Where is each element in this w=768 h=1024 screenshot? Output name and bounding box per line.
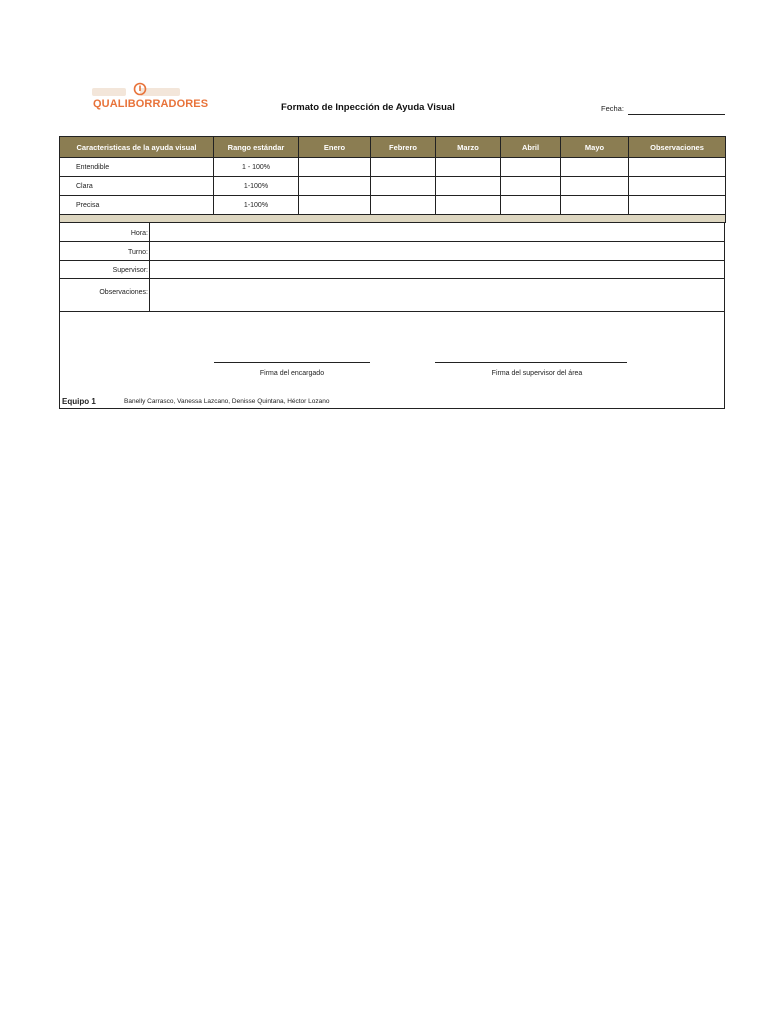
observaciones-row: [60, 279, 724, 312]
turno-row: [60, 242, 724, 261]
supervisor-row: [60, 261, 724, 279]
row-label: Precisa: [60, 196, 214, 215]
turno-field[interactable]: [149, 242, 724, 260]
hora-field[interactable]: [149, 223, 724, 241]
hora-row: [60, 223, 724, 242]
cell-marzo[interactable]: [436, 177, 501, 196]
supervisor-field[interactable]: [149, 261, 724, 278]
row-label: Clara: [60, 177, 214, 196]
signature-label-supervisor: Firma del supervisor del área: [491, 370, 583, 377]
cell-observaciones[interactable]: [629, 158, 726, 177]
signature-label-encargado: Firma del encargado: [259, 370, 325, 377]
team-members: Banelly Carrasco, Vanessa Lazcano, Denisse Quintana, Héctor Lozano: [124, 398, 330, 405]
cell-mayo[interactable]: [561, 196, 629, 215]
fecha-label: Fecha:: [601, 104, 624, 113]
row-range: 1 - 100%: [214, 158, 299, 177]
cell-mayo[interactable]: [561, 177, 629, 196]
cell-observaciones[interactable]: [629, 177, 726, 196]
separator-row: [60, 215, 726, 223]
cell-abril[interactable]: [501, 177, 561, 196]
cell-mayo[interactable]: [561, 158, 629, 177]
inspection-table: [59, 136, 726, 223]
cell-observaciones[interactable]: [629, 196, 726, 215]
table-header-row: [60, 137, 726, 158]
team-label: Equipo 1: [62, 397, 96, 406]
col-header-abril: Abril: [501, 137, 561, 158]
cell-marzo[interactable]: [436, 158, 501, 177]
info-section: [59, 223, 725, 409]
cell-abril[interactable]: [501, 196, 561, 215]
cell-febrero[interactable]: [371, 158, 436, 177]
col-header-mayo: Mayo: [561, 137, 629, 158]
separator-band: [60, 215, 726, 223]
col-header-range: Rango estándar: [214, 137, 299, 158]
row-range: 1-100%: [214, 177, 299, 196]
row-label: Entendible: [60, 158, 214, 177]
col-header-characteristics: Caracteristicas de la ayuda visual: [60, 137, 214, 158]
cell-enero[interactable]: [299, 158, 371, 177]
logo-icon: [133, 82, 147, 96]
cell-abril[interactable]: [501, 158, 561, 177]
observaciones-label: Observaciones:: [99, 289, 148, 296]
row-range: 1-100%: [214, 196, 299, 215]
cell-febrero[interactable]: [371, 177, 436, 196]
hora-label: Hora:: [130, 230, 148, 237]
cell-marzo[interactable]: [436, 196, 501, 215]
cell-enero[interactable]: [299, 196, 371, 215]
col-header-enero: Enero: [299, 137, 371, 158]
cell-febrero[interactable]: [371, 196, 436, 215]
signature-line-supervisor[interactable]: [435, 362, 627, 363]
col-header-febrero: Febrero: [371, 137, 436, 158]
fecha-field[interactable]: [628, 114, 725, 115]
observaciones-field[interactable]: [149, 279, 724, 311]
signature-line-encargado[interactable]: [214, 362, 370, 363]
table-row: [60, 158, 726, 177]
col-header-observaciones: Observaciones: [629, 137, 726, 158]
turno-label: Turno:: [128, 249, 148, 256]
brand-name: QUALIBORRADORES: [93, 98, 209, 110]
col-header-marzo: Marzo: [436, 137, 501, 158]
supervisor-label: Supervisor:: [112, 267, 148, 274]
table-row: [60, 177, 726, 196]
cell-enero[interactable]: [299, 177, 371, 196]
table-row: [60, 196, 726, 215]
document-title: Formato de Inpección de Ayuda Visual: [281, 102, 455, 113]
